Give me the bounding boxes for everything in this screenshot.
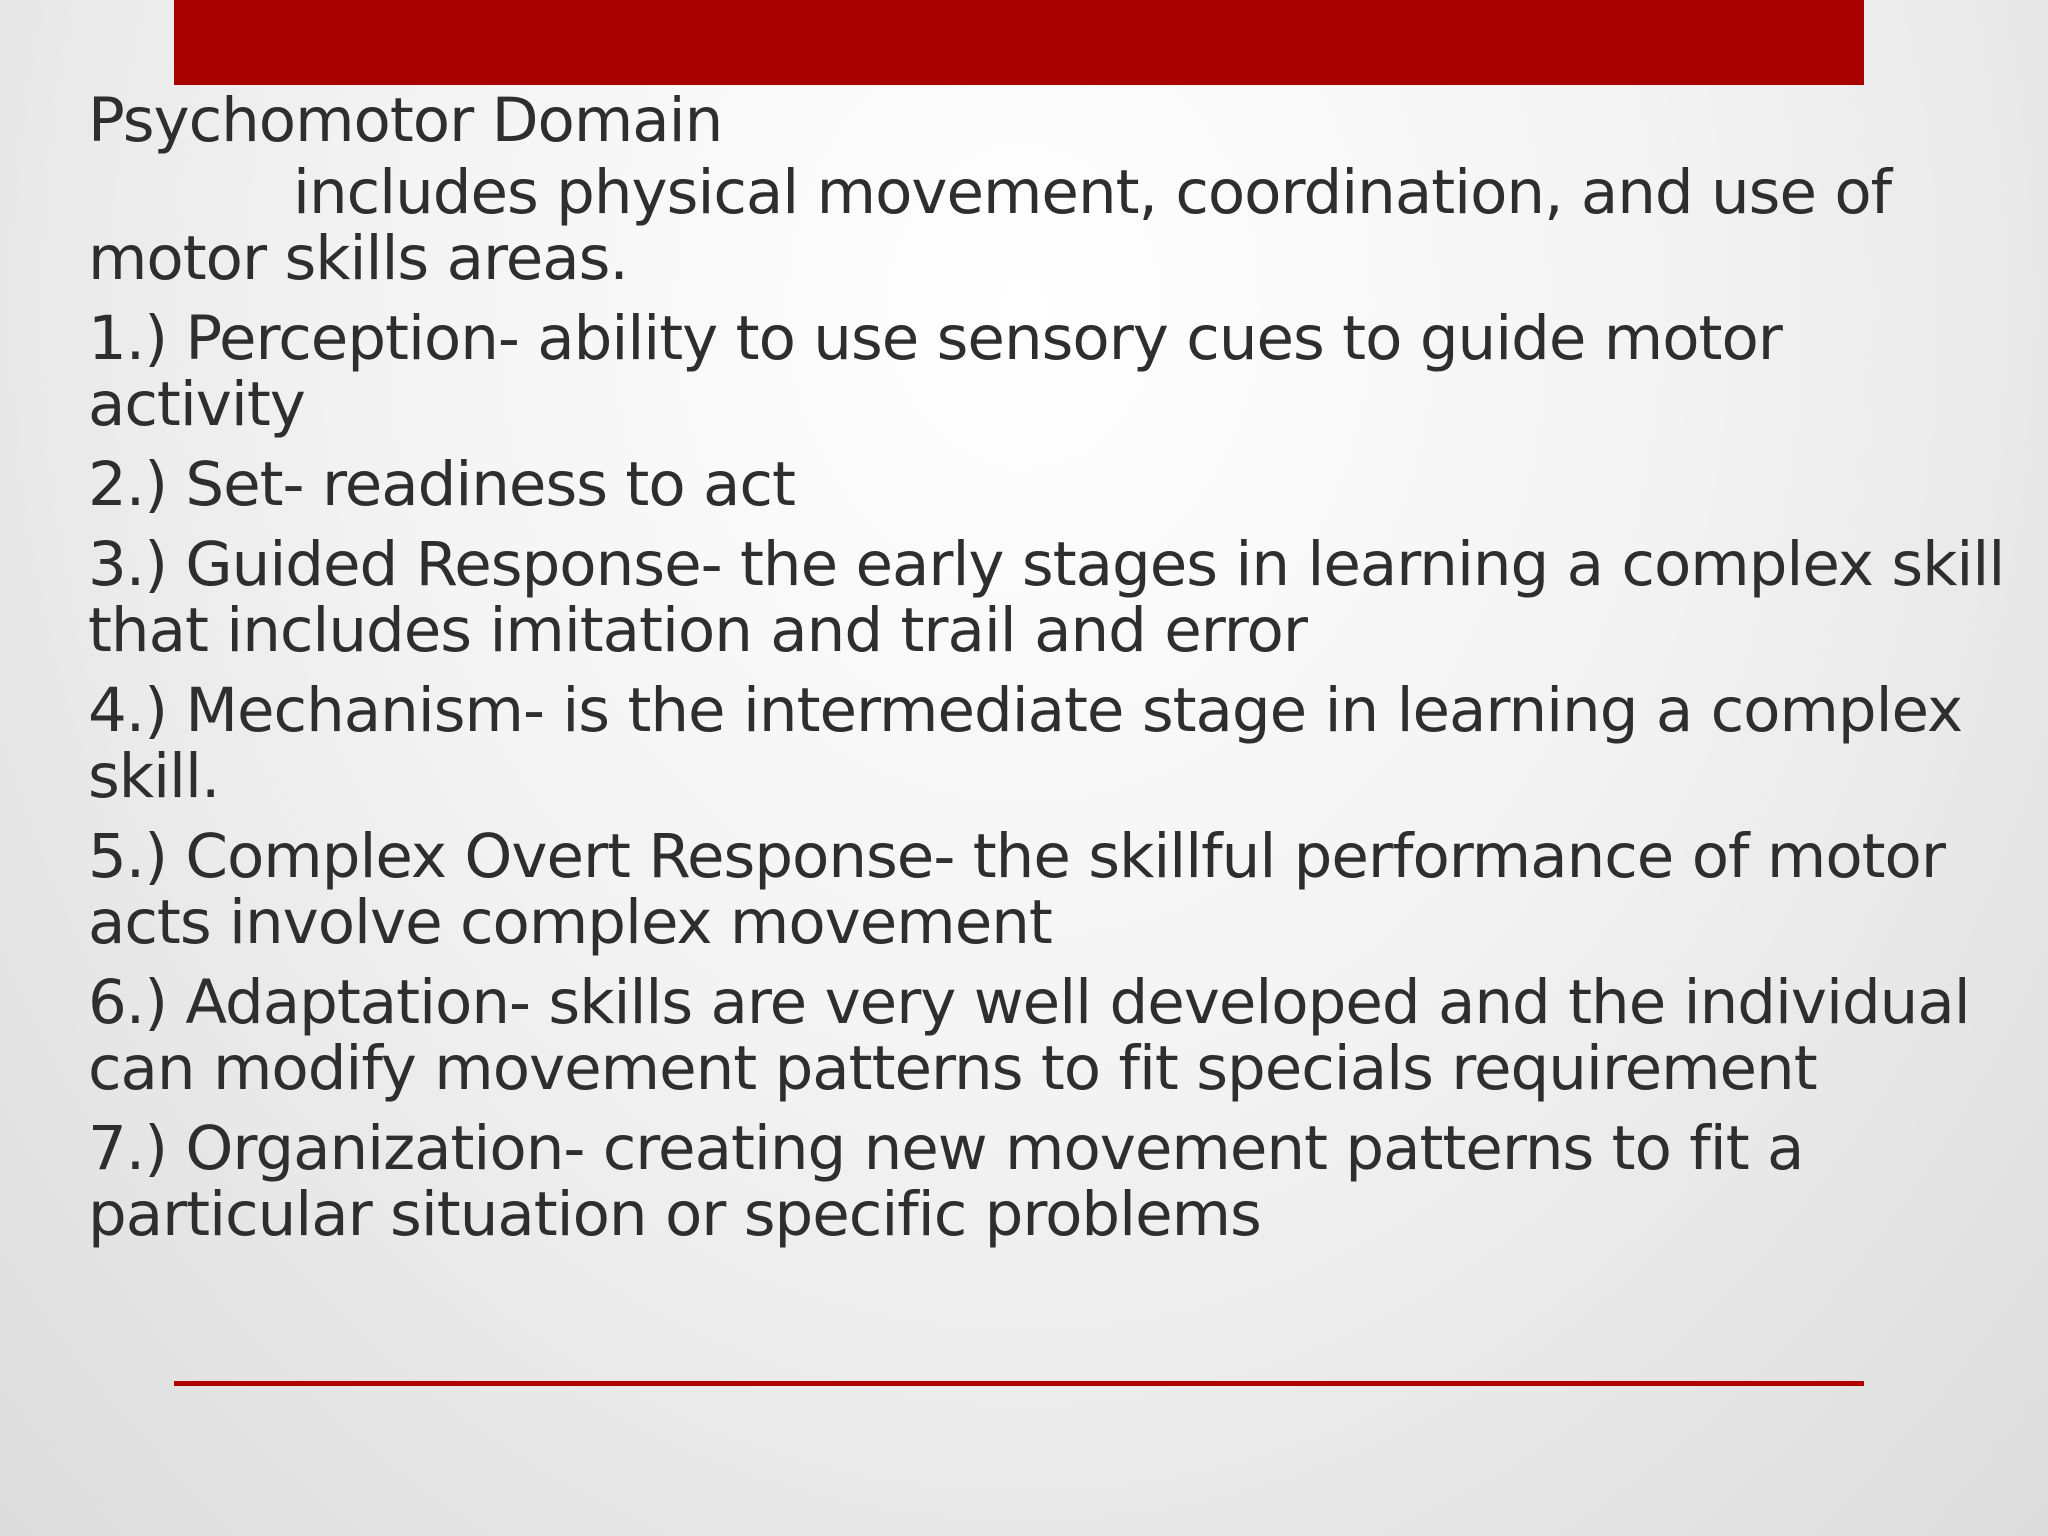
list-item-guided-response: 3.) Guided Response- the early stages in learning a complex skill that includes imitation and trail and error (88, 529, 2005, 666)
list-item-set: 2.) Set- readiness to act (88, 449, 795, 520)
list-item-adaptation: 6.) Adaptation- skills are very well developed and the individual can modify movement patterns to fit specials requirement (88, 967, 1970, 1104)
slide-content (88, 85, 2008, 1262)
list-item-perception: 1.) Perception- ability to use sensory cues to guide motor activity (88, 303, 1782, 440)
list-item-mechanism: 4.) Mechanism- is the intermediate stage in learning a complex skill. (88, 675, 1963, 812)
list-item-organization: 7.) Organization- creating new movement patterns to fit a particular situation or specific problems (88, 1113, 1804, 1250)
list-item-complex-overt-response: 5.) Complex Overt Response- the skillful performance of motor acts involve complex movement (88, 821, 1945, 958)
footer-divider (174, 1381, 1864, 1386)
slide-title: Psychomotor Domain (88, 85, 723, 156)
intro-text: includes physical movement, coordination, and use of motor skills areas. (88, 157, 1892, 294)
header-accent-bar (174, 0, 1864, 85)
